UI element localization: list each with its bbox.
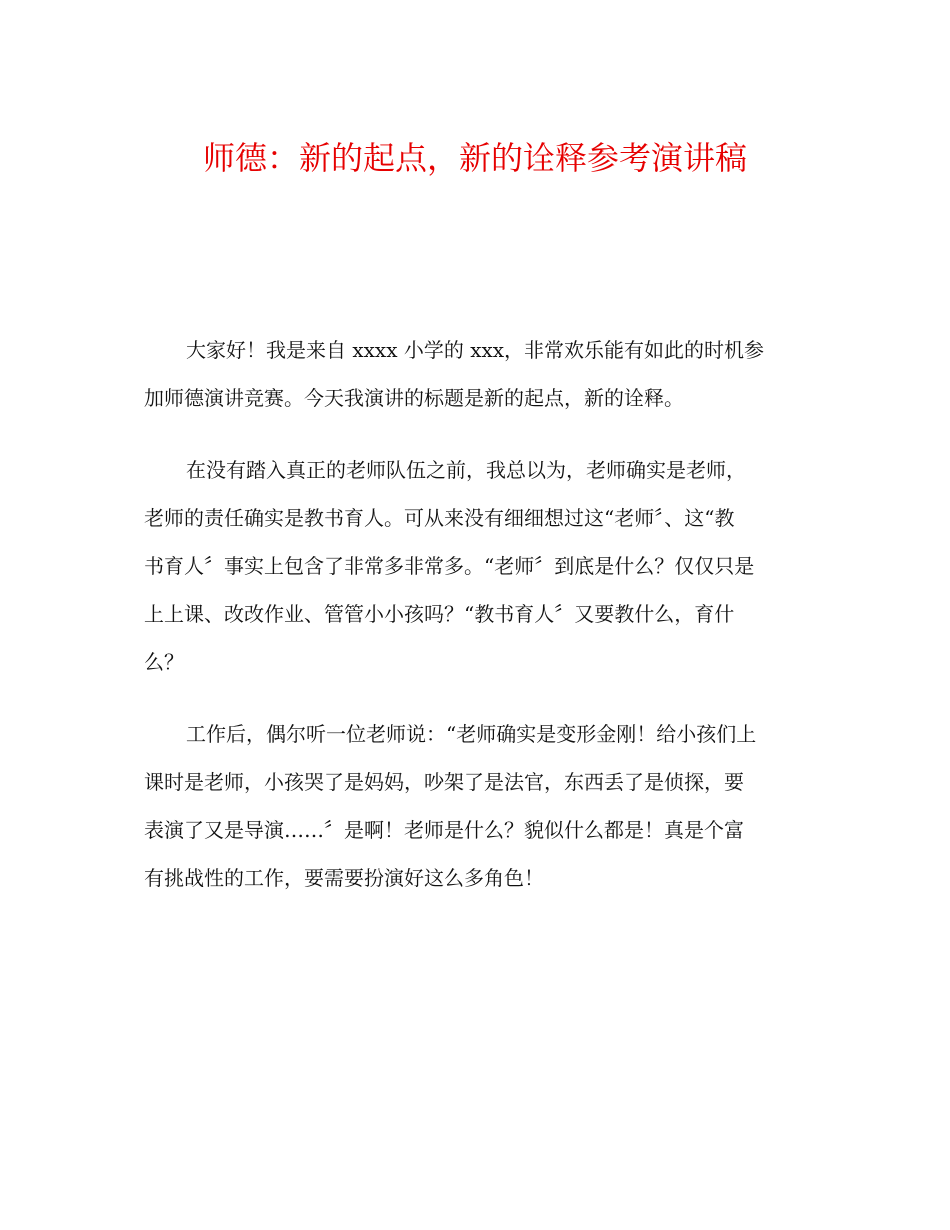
paragraph-3 <box>144 710 808 902</box>
paragraph-line: 老师的责任确实是教书育人。可从来没有细细想过这“老师〞、这“教 <box>144 506 735 530</box>
paragraph-line: 加师德演讲竞赛。今天我演讲的标题是新的起点，新的诠释。 <box>144 386 684 410</box>
paragraph-1 <box>144 326 808 422</box>
paragraph-line: 课时是老师，小孩哭了是妈妈，吵架了是法官，东西丢了是侦探，要 <box>144 770 744 794</box>
paragraph-line: 大家好！我是来自 xxxx 小学的 xxx，非常欢乐能有如此的时机参 <box>186 338 765 362</box>
document-body <box>144 326 808 926</box>
paragraph-line: 书育人〞事实上包含了非常多非常多。“老师〞到底是什么？仅仅只是 <box>144 554 755 578</box>
document-title: 师德：新的起点，新的诠释参考演讲稿 <box>202 139 747 177</box>
paragraph-line: 在没有踏入真正的老师队伍之前，我总以为，老师确实是老师， <box>186 458 746 482</box>
paragraph-line: 有挑战性的工作，要需要扮演好这么多角色！ <box>144 866 544 890</box>
paragraph-line: 么？ <box>144 650 184 674</box>
paragraph-line: 表演了又是导演……〞是啊！老师是什么？貌似什么都是！真是个富 <box>144 818 744 842</box>
paragraph-line: 工作后，偶尔听一位老师说：“老师确实是变形金刚！给小孩们上 <box>186 722 757 746</box>
paragraph-line: 上上课、改改作业、管管小小孩吗？“教书育人〞又要教什么，育什 <box>144 602 735 626</box>
paragraph-2 <box>144 446 808 686</box>
